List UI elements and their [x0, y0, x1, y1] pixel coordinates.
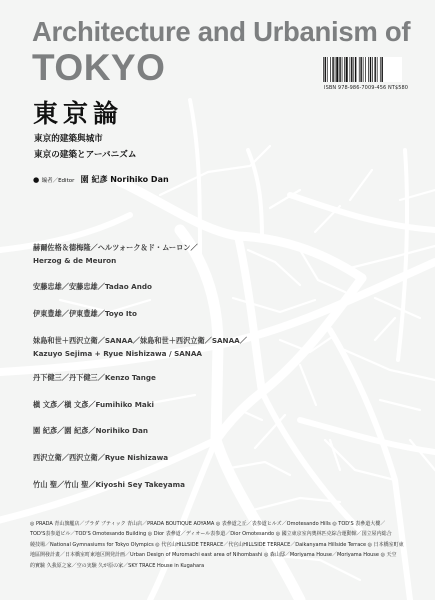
projects-line: 競技場／National Gymnasiums for Tokyo Olympics ◎ 代官山HILLSIDE TERRACE／代官山HILLSIDE TERRACE／Daikanyama Hillside Terrace ◎ 日本橋室町東 — [30, 541, 404, 548]
architect-names-continued: Kazuyo Sejima + Ryue Nishizawa / SANAA — [33, 349, 202, 358]
architect-entry — [33, 280, 152, 293]
barcode-bar — [365, 57, 366, 82]
barcode-bar — [339, 57, 340, 82]
architect-entry — [33, 398, 154, 411]
barcode-bar — [336, 57, 338, 82]
barcode-bar — [374, 57, 375, 82]
architect-entry — [33, 334, 247, 360]
projects-line: 的實驗 久我原之家／空の実験 久が原の家／SKY TRACE House in Kugahara — [30, 562, 205, 569]
english-title-line-2: TOKYO — [32, 46, 166, 88]
japanese-title: 東京論 — [33, 99, 124, 128]
architect-names: 伊東豊雄／伊東豊雄／Toyo Ito — [33, 309, 137, 318]
barcode-bar — [335, 57, 336, 82]
barcode-bar — [380, 57, 381, 82]
barcode-bar — [363, 57, 364, 82]
bullet-icon: ● — [33, 175, 40, 184]
projects-line: TOD'S表参道ビル／TOD'S Omotesando Building ◎ Dior 表參道／ディオール表参道／Dior Omotesando ◎ 國立東京室內奧林匹克綜合運動館／国立屋内総合 — [30, 531, 392, 538]
barcode-bar — [372, 57, 373, 82]
editor-credit — [33, 174, 169, 185]
architect-entry — [33, 307, 137, 320]
architect-names: 竹山 聖／竹山 聖／Kiyoshi Sey Takeyama — [33, 480, 185, 489]
architect-entry — [33, 371, 156, 384]
isbn-price: ISBN 978-986-7009-456 NT$580 — [324, 85, 409, 91]
barcode-bar — [346, 57, 348, 82]
barcode-bar — [355, 57, 356, 82]
barcode-bar — [342, 57, 343, 82]
barcode — [322, 57, 402, 82]
barcode-bar — [353, 57, 354, 82]
barcode-bar — [360, 57, 361, 82]
barcode-bar — [344, 57, 345, 82]
architect-names: 丹下健三／丹下健三／Kenzo Tange — [33, 373, 156, 382]
editor-label: 編者／Editor — [41, 178, 75, 184]
architect-entry — [33, 241, 198, 267]
barcode-bar — [325, 57, 326, 82]
architect-names: 園 紀彥／園 紀彥／Norihiko Dan — [33, 426, 149, 435]
barcode-bar — [382, 57, 383, 82]
barcode-bar — [359, 57, 360, 82]
barcode-bar — [332, 57, 333, 82]
japanese-subtitle: 東京の建築とアーバニズム — [34, 150, 137, 160]
projects-list — [30, 519, 415, 571]
barcode-bar — [323, 57, 324, 82]
architect-entry — [33, 478, 185, 491]
architect-names: 安藤忠雄／安藤忠雄／Tadao Ando — [33, 282, 152, 291]
architect-entry — [33, 451, 168, 464]
barcode-bar — [351, 57, 352, 82]
architect-names: 西沢立衛／西沢立衛／Ryue Nishizawa — [33, 453, 169, 462]
architect-names: 妹島和世＋西沢立衛／SANAA／妹島和世＋西沢立衛／SANAA／ — [33, 336, 247, 345]
barcode-bar — [370, 57, 371, 82]
architect-entry — [33, 424, 148, 437]
projects-line: 地區開發計畫／日本橋室町東地区開発計画／Urban Design of Muromachi east area of Nihombashi ◎ 森山邸／Moriyama House／Moriyama House ◎ 天空 — [30, 552, 397, 559]
architect-names: 赫爾佐格＆德梅隆／ヘルツォーク＆ド・ムーロン／ — [33, 243, 198, 252]
architect-names-continued: Herzog & de Meuron — [33, 256, 117, 265]
architect-names: 槇 文彥／槇 文彥／Fumihiko Maki — [33, 400, 154, 409]
barcode-bar — [330, 57, 331, 82]
barcode-bar — [377, 57, 378, 82]
barcode-bar — [368, 57, 369, 82]
chinese-subtitle: 東京的建築與城市 — [34, 134, 103, 144]
barcode-bar — [327, 57, 328, 82]
english-title-line-1: Architecture and Urbanism of — [32, 16, 411, 47]
barcode-bar — [350, 57, 351, 82]
projects-line: ◎ PRADA 青山旗艦店／プラダ ブティック 青山店／PRADA BOUTIQUE AOYAMA ◎ 表參道之丘／表参道ヒルズ／Omotesando Hills ◎ TOD'S 表參道大樓／ — [30, 521, 386, 527]
editor-name: 園 紀彥 Norihiko Dan — [80, 175, 169, 184]
